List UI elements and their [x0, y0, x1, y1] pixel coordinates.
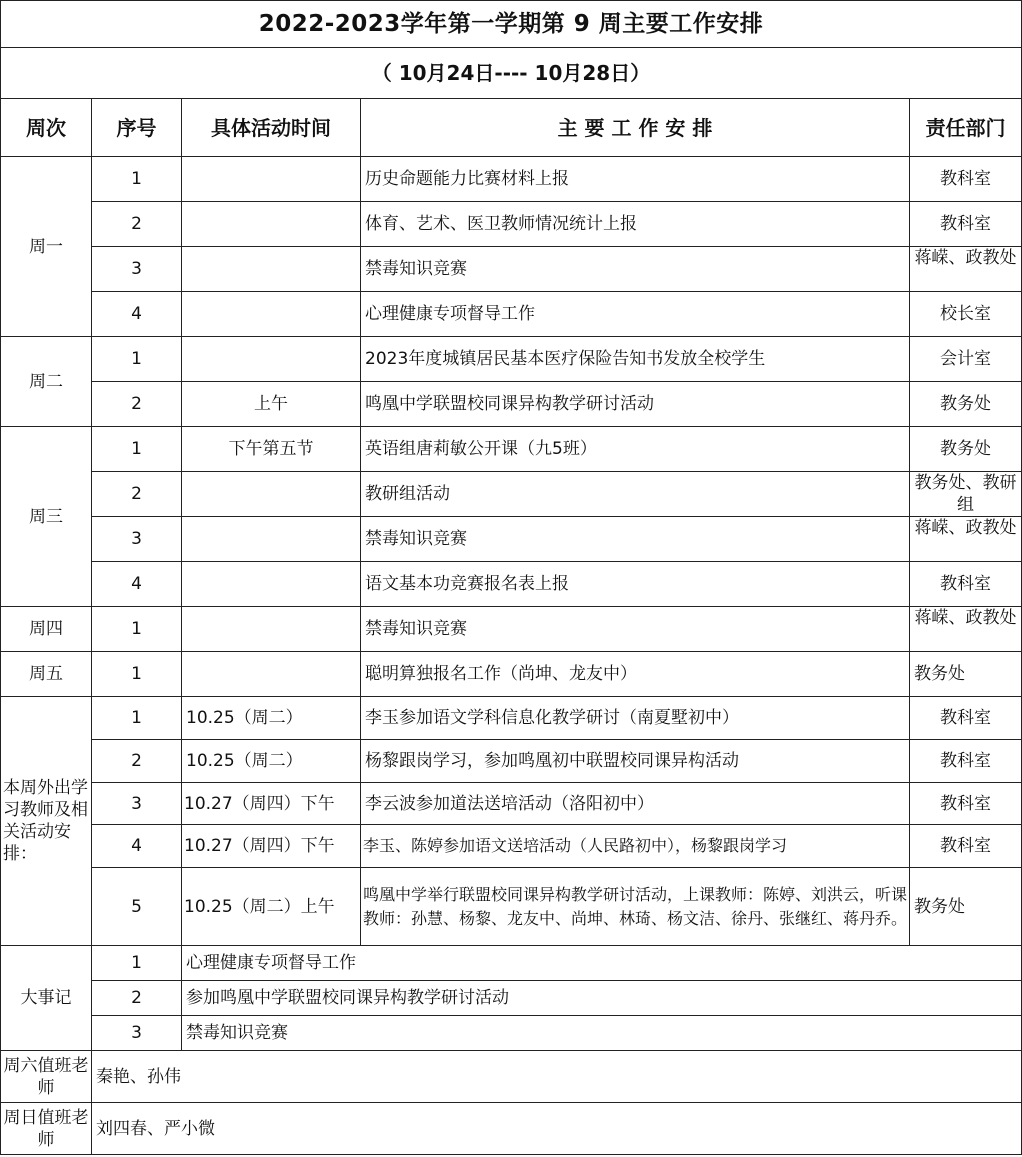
- task-cell: 体育、艺术、医卫教师情况统计上报: [361, 202, 910, 247]
- header-seq: 序号: [92, 99, 182, 157]
- time-cell: [182, 562, 361, 607]
- dept-cell: 蒋嵘、政教处: [914, 248, 1017, 268]
- page-title: 2022-2023学年第一学期第 9 周主要工作安排: [1, 1, 1022, 48]
- table-row: [1, 247, 1022, 292]
- header-task: 主 要 工 作 安 排: [361, 99, 910, 157]
- seq-cell: 1: [92, 337, 182, 382]
- time-cell: 10.25（周二）上午: [182, 868, 361, 946]
- table-row: [1, 740, 1022, 783]
- task-cell: 聪明算独报名工作（尚坤、龙友中）: [361, 652, 910, 697]
- dept-cell: 教务处、教研组: [914, 473, 1017, 515]
- seq-cell: 4: [92, 825, 182, 868]
- seq-cell: 2: [92, 740, 182, 783]
- seq-cell: 1: [92, 652, 182, 697]
- table-row: [1, 337, 1022, 382]
- time-cell: [182, 247, 361, 292]
- task-cell: 教研组活动: [361, 472, 910, 517]
- time-cell: 10.25（周二）: [182, 697, 361, 740]
- seq-cell: 1: [92, 946, 182, 981]
- table-row: [1, 946, 1022, 981]
- time-cell: 10.27（周四）下午: [182, 783, 361, 825]
- dept-cell: 教科室: [910, 202, 1022, 247]
- table-row: [1, 472, 1022, 517]
- seq-cell: 2: [92, 981, 182, 1016]
- table-row: [1, 292, 1022, 337]
- task-cell: 李云波参加道法送培活动（洛阳初中）: [361, 783, 910, 825]
- seq-cell: 1: [92, 697, 182, 740]
- header-day: 周次: [1, 99, 92, 157]
- table-row: [1, 382, 1022, 427]
- table-row: [1, 825, 1022, 868]
- time-cell: [182, 292, 361, 337]
- task-cell: 鸣凰中学联盟校同课异构教学研讨活动: [361, 382, 910, 427]
- seq-cell: 3: [92, 1016, 182, 1051]
- table-row: [1, 202, 1022, 247]
- sat-duty-label: 周六值班老师: [1, 1051, 92, 1103]
- task-cell: 心理健康专项督导工作: [361, 292, 910, 337]
- dept-cell: 教科室: [910, 825, 1022, 868]
- day-label-mon: 周一: [1, 157, 92, 337]
- sat-duty-value: 秦艳、孙伟: [92, 1051, 1022, 1103]
- dept-cell: 蒋嵘、政教处: [914, 608, 1017, 628]
- time-cell: 10.25（周二）: [182, 740, 361, 783]
- task-cell: 禁毒知识竞赛: [361, 517, 910, 562]
- dept-cell: 蒋嵘、政教处: [914, 518, 1017, 538]
- task-cell: 语文基本功竞赛报名表上报: [361, 562, 910, 607]
- table-row: [1, 607, 1022, 652]
- time-cell: [182, 157, 361, 202]
- day-label-outside: 本周外出学习教师及相关活动安排：: [1, 697, 92, 946]
- table-row: [1, 1051, 1022, 1103]
- header-row: [1, 99, 1022, 157]
- day-label-fri: 周五: [1, 652, 92, 697]
- seq-cell: 4: [92, 562, 182, 607]
- day-label-tue: 周二: [1, 337, 92, 427]
- table-row: [1, 783, 1022, 825]
- table-row: [1, 427, 1022, 472]
- event-cell: 禁毒知识竞赛: [182, 1016, 1022, 1051]
- dept-cell: 教科室: [910, 562, 1022, 607]
- time-cell: 上午: [182, 382, 361, 427]
- day-label-thu: 周四: [1, 607, 92, 652]
- dept-cell: 教务处: [910, 652, 1022, 697]
- seq-cell: 5: [92, 868, 182, 946]
- sun-duty-label: 周日值班老师: [1, 1103, 92, 1155]
- event-cell: 参加鸣凰中学联盟校同课异构教学研讨活动: [182, 981, 1022, 1016]
- seq-cell: 3: [92, 517, 182, 562]
- day-label-events: 大事记: [1, 946, 92, 1051]
- time-cell: [182, 517, 361, 562]
- time-cell: 下午第五节: [182, 427, 361, 472]
- time-cell: [182, 337, 361, 382]
- date-range: （ 10月24日---- 10月28日）: [1, 48, 1022, 99]
- table-row: [1, 652, 1022, 697]
- dept-cell: 教科室: [910, 157, 1022, 202]
- time-cell: [182, 202, 361, 247]
- table-row: [1, 157, 1022, 202]
- task-cell: 禁毒知识竞赛: [361, 607, 910, 652]
- dept-cell: 教务处: [910, 382, 1022, 427]
- sun-duty-value: 刘四春、严小微: [92, 1103, 1022, 1155]
- dept-cell: 教务处: [910, 868, 1022, 946]
- time-cell: [182, 472, 361, 517]
- table-row: [1, 981, 1022, 1016]
- task-cell: 鸣凰中学举行联盟校同课异构教学研讨活动，上课教师：陈婷、刘洪云，听课教师：孙慧、杨黎、龙友中、尚坤、林琦、杨文洁、徐丹、张继红、蒋丹乔。: [361, 868, 910, 946]
- header-dept: 责任部门: [910, 99, 1022, 157]
- dept-cell: 教科室: [910, 783, 1022, 825]
- seq-cell: 4: [92, 292, 182, 337]
- seq-cell: 2: [92, 472, 182, 517]
- dept-cell: 会计室: [910, 337, 1022, 382]
- table-row: [1, 517, 1022, 562]
- event-cell: 心理健康专项督导工作: [182, 946, 1022, 981]
- header-time: 具体活动时间: [182, 99, 361, 157]
- time-cell: [182, 607, 361, 652]
- table-row: [1, 868, 1022, 946]
- task-cell: 杨黎跟岗学习，参加鸣凰初中联盟校同课异构活动: [361, 740, 910, 783]
- seq-cell: 1: [92, 607, 182, 652]
- task-cell: 李玉、陈婷参加语文送培活动（人民路初中），杨黎跟岗学习: [361, 825, 910, 868]
- task-cell: 英语组唐莉敏公开课（九5班）: [361, 427, 910, 472]
- task-cell: 李玉参加语文学科信息化教学研讨（南夏墅初中）: [361, 697, 910, 740]
- time-cell: 10.27（周四）下午: [182, 825, 361, 868]
- dept-cell: 教科室: [910, 740, 1022, 783]
- seq-cell: 2: [92, 202, 182, 247]
- dept-cell: 教科室: [910, 697, 1022, 740]
- dept-cell: 教务处: [910, 427, 1022, 472]
- seq-cell: 1: [92, 157, 182, 202]
- seq-cell: 3: [92, 783, 182, 825]
- time-cell: [182, 652, 361, 697]
- table-row: [1, 1016, 1022, 1051]
- table-row: [1, 562, 1022, 607]
- task-cell: 历史命题能力比赛材料上报: [361, 157, 910, 202]
- table-row: [1, 697, 1022, 740]
- seq-cell: 2: [92, 382, 182, 427]
- task-cell: 禁毒知识竞赛: [361, 247, 910, 292]
- seq-cell: 3: [92, 247, 182, 292]
- seq-cell: 1: [92, 427, 182, 472]
- table-row: [1, 1103, 1022, 1155]
- day-label-wed: 周三: [1, 427, 92, 607]
- dept-cell: 校长室: [910, 292, 1022, 337]
- task-cell: 2023年度城镇居民基本医疗保险告知书发放全校学生: [361, 337, 910, 382]
